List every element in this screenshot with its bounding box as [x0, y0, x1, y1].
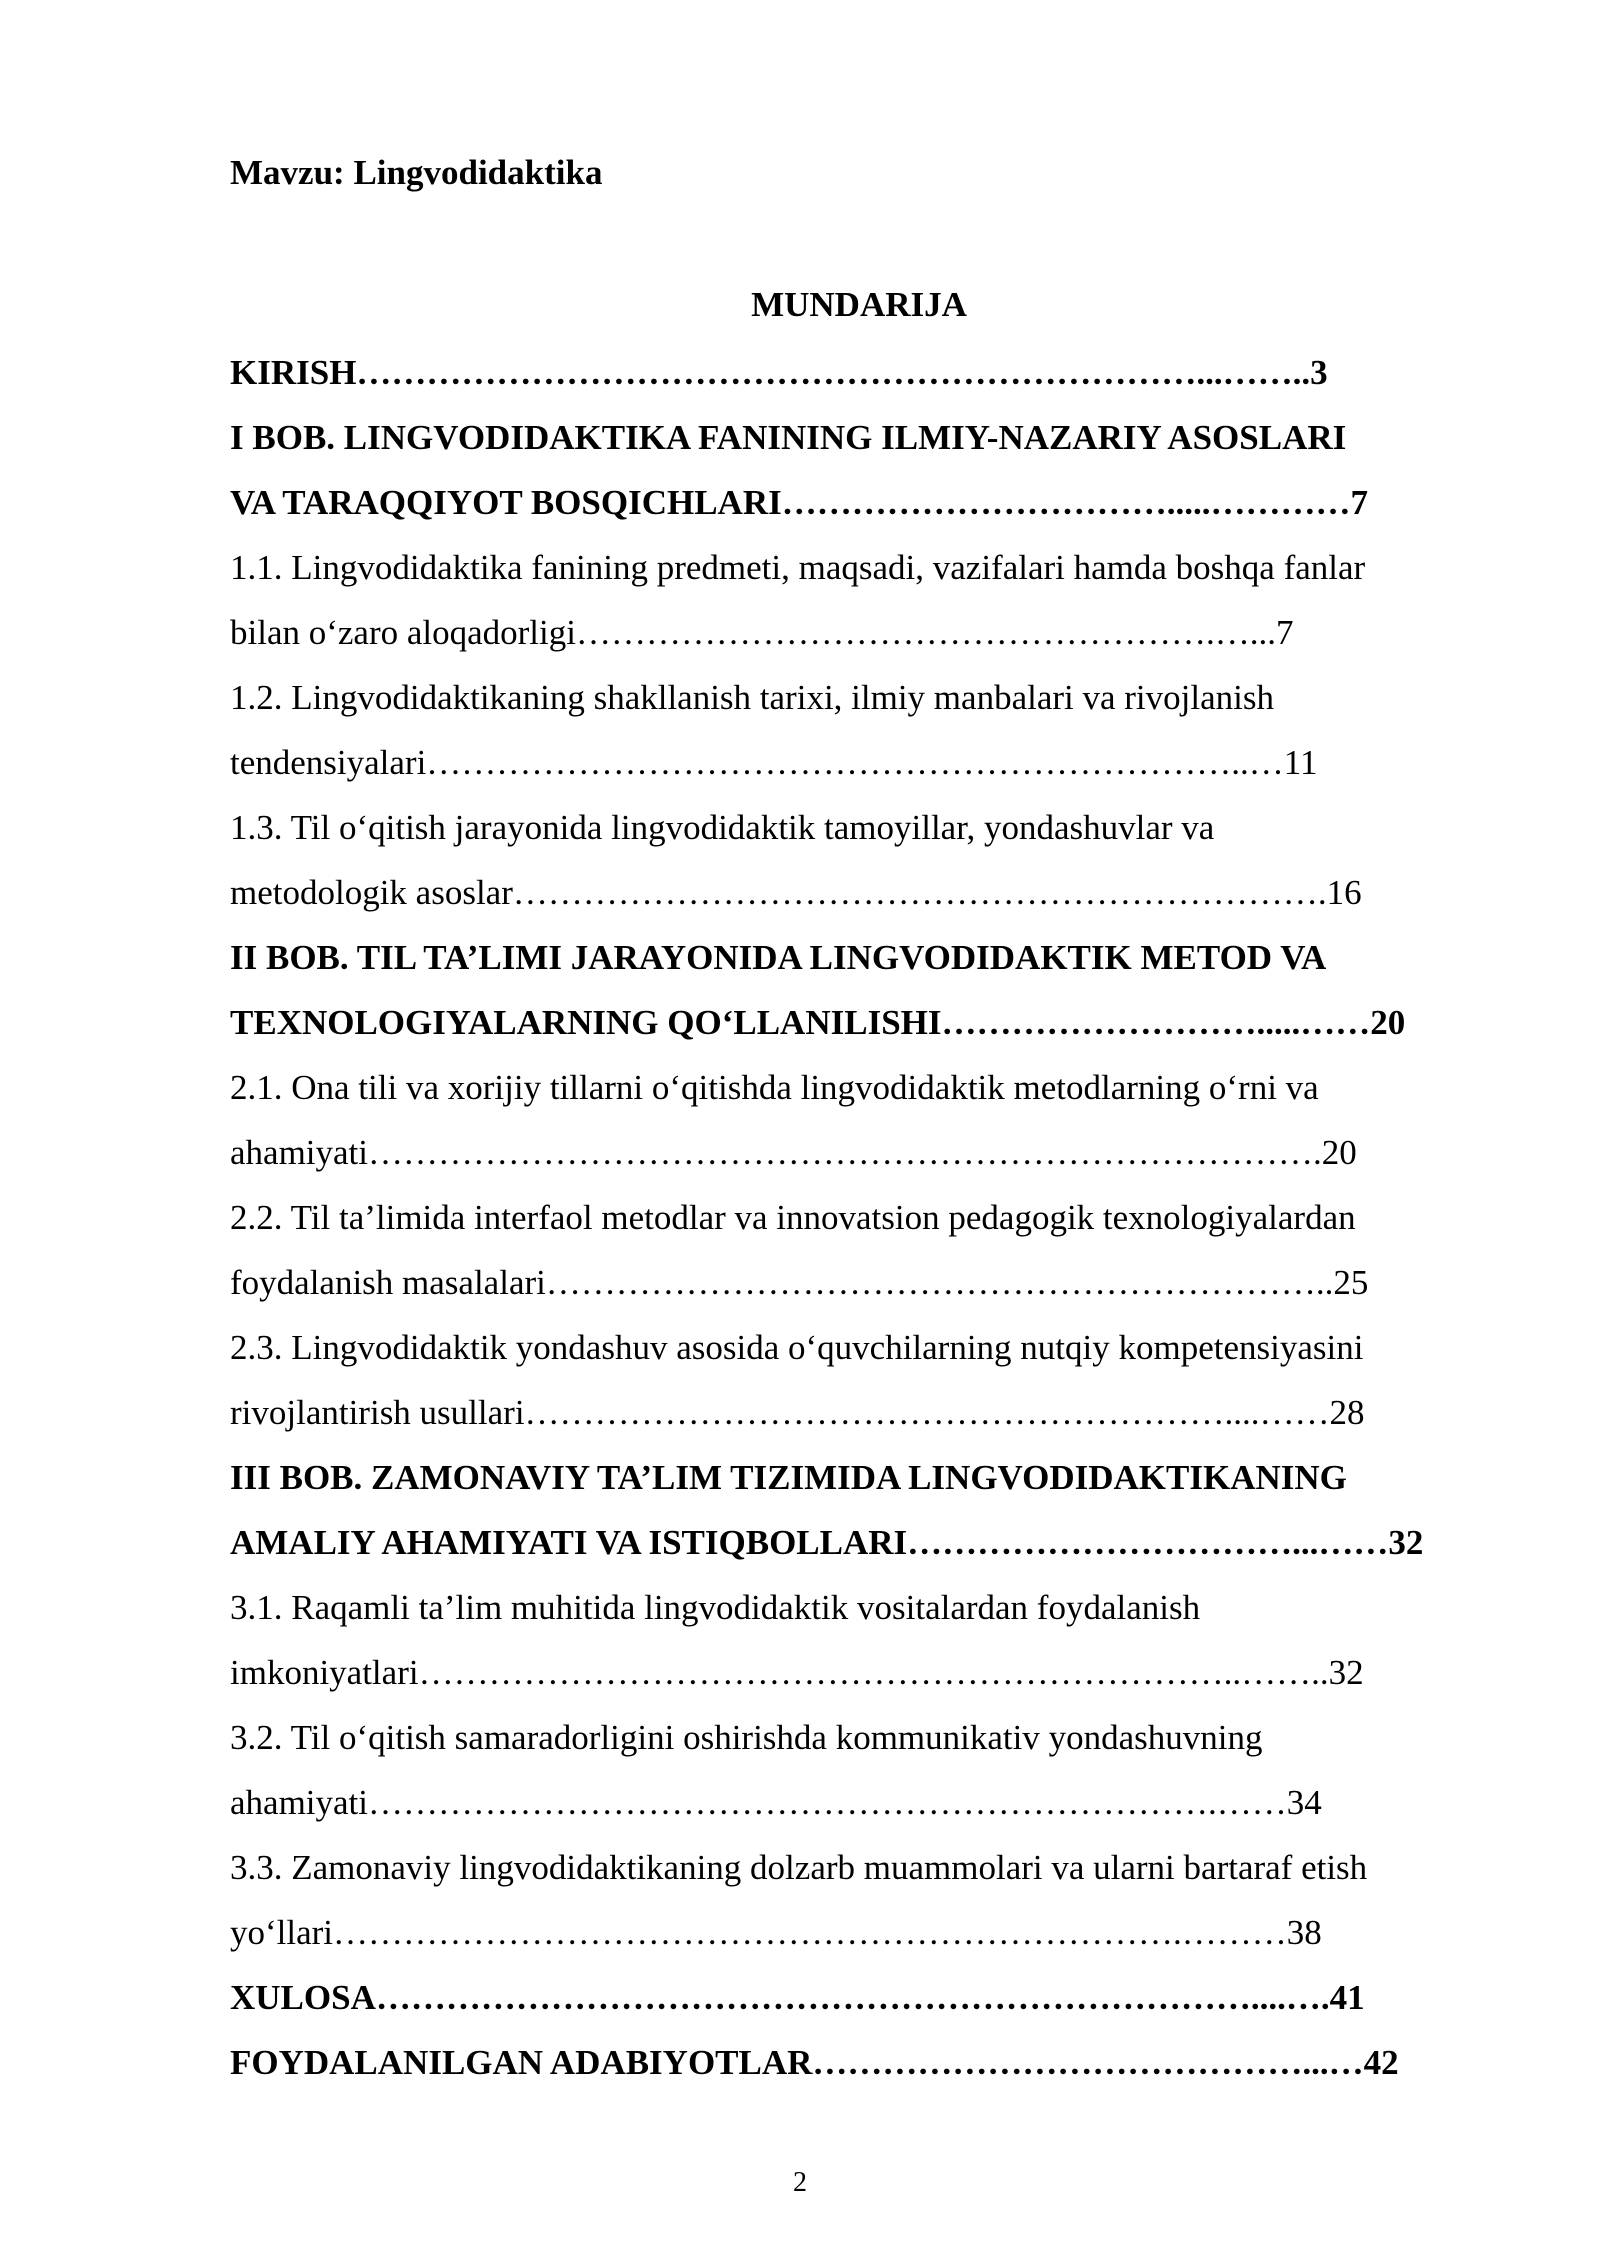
toc-line: III BOB. ZAMONAVIY TA’LIM TIZIMIDA LINGVODIDAKTIKANING	[230, 1458, 1347, 1497]
toc-line: 2.1. Ona tili va xorijiy tillarni o‘qitishda lingvodidaktik metodlarning o‘rni va	[230, 1068, 1319, 1107]
topic-title: Mavzu: Lingvodidaktika	[230, 153, 603, 192]
toc-line: tendensiyalari……………………………………………………………..…11	[230, 743, 1318, 782]
toc-line: VA TARAQQIYOT BOSQICHLARI…………………………….....…………7	[230, 483, 1368, 522]
toc-heading: MUNDARIJA	[751, 285, 967, 324]
toc-line: 2.3. Lingvodidaktik yondashuv asosida o‘quvchilarning nutqiy kompetensiyasini	[230, 1328, 1364, 1367]
toc-line: TEXNOLOGIYALARNING QO‘LLANILISHI……………………….....……20	[230, 1003, 1406, 1042]
toc-line: 3.3. Zamonaviy lingvodidaktikaning dolzarb muammolari va ularni bartaraf etish	[230, 1848, 1368, 1887]
toc-line: XULOSA…………………………………………………………………....….41	[230, 1978, 1365, 2017]
toc-line: metodologik asoslar…………………………………………………………….16	[230, 873, 1362, 912]
toc-line: bilan o‘zaro aloqadorligi……………………………………………….…...7	[230, 613, 1294, 652]
toc-line: AMALIY AHAMIYATI VA ISTIQBOLLARI……………………………...……32	[230, 1523, 1424, 1562]
toc-line: yo‘llari……………………………………………………………….………38	[230, 1913, 1322, 1952]
toc-line: 2.2. Til ta’limida interfaol metodlar va innovatsion pedagogik texnologiyalardan	[230, 1198, 1356, 1237]
toc-line: FOYDALANILGAN ADABIYOTLAR……………………………………...…42	[230, 2043, 1399, 2082]
toc-line: foydalanish masalalari…………………………………………………………..25	[230, 1263, 1369, 1302]
toc-line: 1.2. Lingvodidaktikaning shakllanish tarixi, ilmiy manbalari va rivojlanish	[230, 678, 1274, 717]
toc-line: KIRISH………………………………………………………………...……..3	[230, 353, 1328, 392]
toc-line: ahamiyati……………………………………………………………………….20	[230, 1133, 1357, 1172]
table-of-contents	[230, 345, 1488, 2100]
page-number: 2	[793, 2167, 807, 2198]
toc-line: 3.2. Til o‘qitish samaradorligini oshirishda kommunikativ yondashuvning	[230, 1718, 1263, 1757]
toc-line: II BOB. TIL TA’LIMI JARAYONIDA LINGVODIDAKTIK METOD VA	[230, 938, 1327, 977]
toc-line: 1.3. Til o‘qitish jarayonida lingvodidaktik tamoyillar, yondashuvlar va	[230, 808, 1215, 847]
toc-line: 3.1. Raqamli ta’lim muhitida lingvodidaktik vositalardan foydalanish	[230, 1588, 1201, 1627]
toc-line: I BOB. LINGVODIDAKTIKA FANINING ILMIY-NAZARIY ASOSLARI	[230, 418, 1347, 457]
toc-line: 1.1. Lingvodidaktika fanining predmeti, maqsadi, vazifalari hamda boshqa fanlar	[230, 548, 1366, 587]
toc-line: imkoniyatlari……………………………………………………………..……..32	[230, 1653, 1364, 1692]
toc-line: ahamiyati……………………………………………………………….……34	[230, 1783, 1322, 1822]
toc-line: rivojlantirish usullari……………………………………………………....……28	[230, 1393, 1365, 1432]
